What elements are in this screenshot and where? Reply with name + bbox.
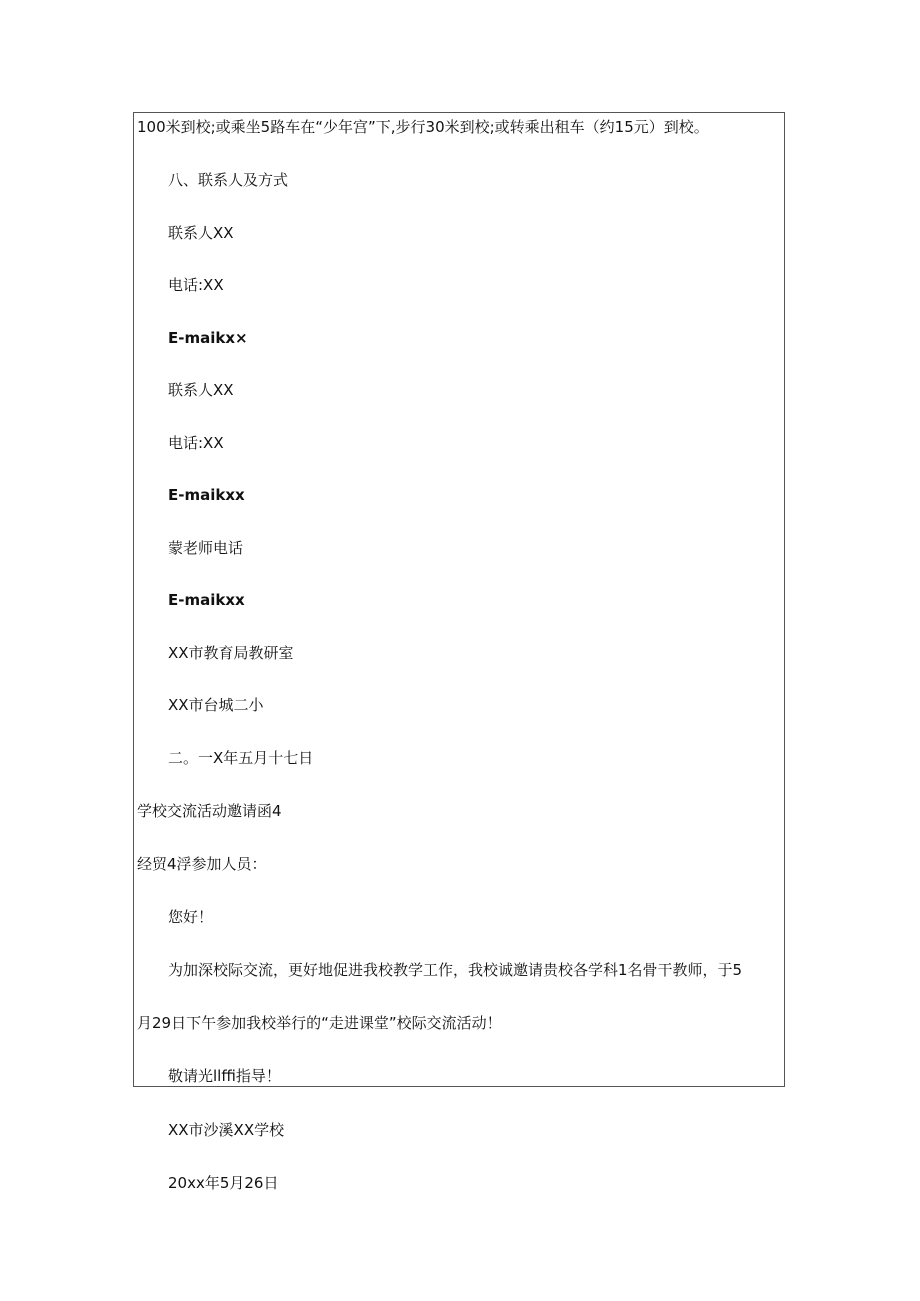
contact-email-3: E-maikxx xyxy=(168,591,245,609)
contact-email-1: E-maikx× xyxy=(168,329,248,347)
contact-person-1: 联系人XX xyxy=(168,224,234,242)
contact-teacher-phone: 蒙老师电话 xyxy=(168,539,244,557)
contact-email-2: E-maikxx xyxy=(168,486,245,504)
transport-text: 100米到校;或乘坐5路车在“少年宫”下,步行30米到校;或转乘出租车（约15元）到校。 xyxy=(137,118,709,136)
contact-phone-1: 电话:XX xyxy=(168,276,224,294)
letter-recipient: 经贸4浮参加人员： xyxy=(137,855,267,873)
section-heading-contacts: 八、联系人及方式 xyxy=(168,171,289,189)
letter-closing: 敬请光llffi指导！ xyxy=(168,1067,281,1085)
contact-phone-2: 电话:XX xyxy=(168,434,224,452)
letter-signature-school: XX市沙溪XX学校 xyxy=(168,1121,285,1139)
contact-person-2: 联系人XX xyxy=(168,381,234,399)
letter-body-line-2: 月29日下午参加我校举行的“走进课堂”校际交流活动！ xyxy=(137,1014,502,1032)
organizer-2: XX市台城二小 xyxy=(168,696,264,714)
letter-signature-date: 20xx年5月26日 xyxy=(168,1174,279,1192)
letter-greeting: 您好！ xyxy=(168,908,214,926)
organizer-1: XX市教育局教研室 xyxy=(168,644,294,662)
issue-date: 二。一X年五月十七日 xyxy=(168,749,314,767)
letter-body-line-1: 为加深校际交流，更好地促进我校教学工作，我校诚邀请贵校各学科1名骨干教师，于5 xyxy=(168,961,743,979)
letter-title: 学校交流活动邀请函4 xyxy=(137,802,282,820)
